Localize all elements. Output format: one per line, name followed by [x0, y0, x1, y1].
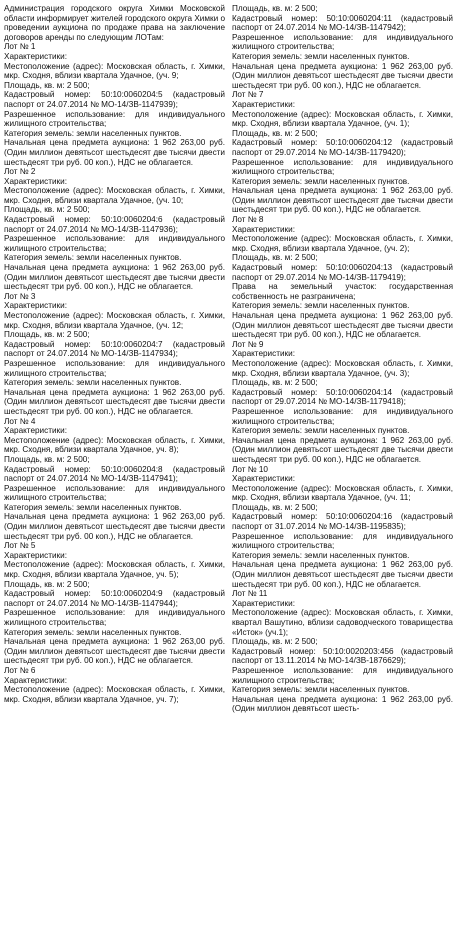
- location: Местоположение (адрес): Московская область, г. Химки, мкр. Сходня, вблизи квартала Удачное, (уч. 10;: [4, 186, 225, 205]
- starting-price: Начальная цена предмета аукциона: 1 962 263,00 руб. (Один миллион девятьсот шестьдесят две тысячи двести шестьдесят три руб. 00 коп.), НДС не облагается.: [232, 560, 453, 589]
- location: Местоположение (адрес): Московская область, г. Химки, мкр. Сходня, вблизи квартала Удачное, (уч. 3);: [232, 358, 453, 378]
- starting-price: Начальная цена предмета аукциона: 1 962 263,00 руб. (Один миллион девятьсот шестьдесят две тысячи двести шестьдесят три руб. 00 коп.), НДС не облагается.: [4, 637, 225, 666]
- lot-heading: Лот № 6: [4, 665, 36, 675]
- starting-price: Начальная цена предмета аукциона: 1 962 263,00 руб. (Один миллион девятьсот шесть-: [232, 694, 453, 714]
- starting-price: Начальная цена предмета аукциона: 1 962 263,00 руб. (Один миллион девятьсот шестьдесят две тысячи двести шестьдесят три руб. 00 коп.), НДС не облагается.: [232, 435, 453, 464]
- starting-price: Начальная цена предмета аукциона: 1 962 263,00 руб. (Один миллион девятьсот шестьдесят две тысячи двести шестьдесят три руб. 00 коп.), НДС не облагается.: [4, 138, 225, 167]
- land-category: Категория земель: земли населенных пунктов.: [232, 51, 410, 61]
- permitted-use: Разрешенное использование: для индивидуального жилищного строительства;: [4, 608, 225, 627]
- permitted-use: Разрешенное использование: для индивидуального жилищного строительства;: [232, 665, 453, 685]
- area: Площадь, кв. м: 2 500;: [232, 4, 318, 13]
- characteristics-label: Характеристики:: [4, 51, 67, 61]
- area: Площадь, кв. м: 2 500;: [232, 253, 318, 263]
- land-rights: Права на земельный участок: государственная собственность не разграничена;: [232, 282, 453, 301]
- land-category: Категория земель: земли населенных пунктов.: [232, 301, 410, 311]
- land-category: Категория земель: земли населенных пунктов.: [4, 128, 182, 138]
- cadastral-number: Кадастровый номер: 50:10:0060204:8 (кадастровый паспорт от 24.07.2014 № МО-14/ЗВ-1147941);: [4, 464, 225, 484]
- characteristics-label: Характеристики:: [4, 426, 67, 436]
- lot-heading: Лот № 10: [232, 464, 268, 474]
- characteristics-label: Характеристики:: [232, 224, 295, 234]
- land-category: Категория земель: земли населенных пунктов.: [232, 550, 410, 560]
- area: Площадь, кв. м: 2 500;: [4, 205, 90, 215]
- permitted-use: Разрешенное использование: для индивидуального жилищного строительства;: [232, 32, 453, 52]
- area: Площадь, кв. м: 2 500;: [232, 128, 318, 138]
- lot-heading: Лот № 9: [232, 339, 264, 349]
- text-column-left: [4, 4, 225, 927]
- starting-price: Начальная цена предмета аукциона: 1 962 263,00 руб. (Один миллион девятьсот шестьдесят две тысячи двести шестьдесят три руб. 00 коп.), НДС не облагается.: [232, 311, 453, 340]
- permitted-use: Разрешенное использование: для индивидуального жилищного строительства;: [4, 234, 225, 253]
- permitted-use: Разрешенное использование: для индивидуального жилищного строительства;: [4, 109, 225, 129]
- area: Площадь, кв. м: 2 500;: [4, 579, 90, 589]
- permitted-use: Разрешенное использование: для индивидуального жилищного строительства;: [232, 406, 453, 426]
- permitted-use: Разрешенное использование: для индивидуального жилищного строительства;: [232, 157, 453, 177]
- location: Местоположение (адрес): Московская область, г. Химки, квартал Вашутино, вблизи садоводческого товарищества «Исток» (уч.1);: [232, 608, 453, 637]
- characteristics-label: Характеристики:: [4, 176, 67, 186]
- lot-heading: Лот № 4: [4, 416, 36, 426]
- starting-price: Начальная цена предмета аукциона: 1 962 263,00 руб. (Один миллион девятьсот шестьдесят две тысячи двести шестьдесят три руб. 00 коп.), НДС не облагается.: [4, 263, 225, 292]
- cadastral-number: Кадастровый номер: 50:10:0060204:11 (кадастровый паспорт от 24.07.2014 № МО-14/ЗВ-1147942);: [232, 13, 453, 33]
- location: Местоположение (адрес): Московская область, г. Химки, мкр. Сходня, вблизи квартала Удачное, (уч. 11;: [232, 483, 453, 503]
- cadastral-number: Кадастровый номер: 50:10:0060204:5 (кадастровый паспорт от 24.07.2014 № МО-14/ЗВ-1147939);: [4, 90, 225, 109]
- starting-price: Начальная цена предмета аукциона: 1 962 263,00 руб. (Один миллион девятьсот шестьдесят две тысячи двести шестьдесят три руб. 00 коп.), НДС не облагается.: [232, 186, 453, 215]
- cadastral-number: Кадастровый номер: 50:10:0060204:9 (кадастровый паспорт от 24.07.2014 № МО-14/ЗВ-1147944);: [4, 589, 225, 608]
- intro-paragraph: Администрация городского округа Химки Московской области информирует жителей городского округа Химки о проведении аукциона по продаже права на заключение договоров аренды по следующим ЛОТам:: [4, 4, 225, 42]
- cadastral-number: Кадастровый номер: 50:10:0020203:456 (кадастровый паспорт от 13.11.2014 № МО-14/ЗВ-1876629);: [232, 646, 453, 666]
- location: Местоположение (адрес): Московская область, г. Химки, мкр. Сходня, вблизи квартала Удачное, (уч. 1);: [232, 109, 453, 129]
- area: Площадь, кв. м: 2 500;: [232, 637, 318, 647]
- land-category: Категория земель: земли населенных пунктов.: [4, 378, 182, 388]
- location: Местоположение (адрес): Московская область, г. Химки, мкр. Сходня, вблизи квартала Удачное, (уч. 2);: [232, 234, 453, 253]
- starting-price: Начальная цена предмета аукциона: 1 962 263,00 руб. (Один миллион девятьсот шестьдесят две тысячи двести шестьдесят три руб. 00 коп.), НДС не облагается.: [4, 512, 225, 541]
- area: Площадь, кв. м: 2 500;: [4, 80, 90, 90]
- land-category: Категория земель: земли населенных пунктов.: [4, 502, 182, 512]
- cadastral-number: Кадастровый номер: 50:10:0060204:12 (кадастровый паспорт от 29.07.2014 № МО-14/ЗВ-1179420);: [232, 138, 453, 157]
- lot-heading: Лот № 5: [4, 541, 36, 551]
- land-category: Категория земель: земли населенных пунктов.: [4, 253, 182, 263]
- characteristics-label: Характеристики:: [232, 349, 295, 359]
- location: Местоположение (адрес): Московская область, г. Химки, мкр. Сходня, вблизи квартала Удачное, уч. 5);: [4, 560, 225, 580]
- characteristics-label: Характеристики:: [232, 99, 295, 109]
- land-category: Категория земель: земли населенных пунктов.: [232, 426, 410, 436]
- lot-heading: Лот № 2: [4, 167, 36, 177]
- characteristics-label: Характеристики:: [4, 550, 67, 560]
- cadastral-number: Кадастровый номер: 50:10:0060204:7 (кадастровый паспорт от 24.07.2014 № МО-14/ЗВ-1147934);: [4, 339, 225, 359]
- starting-price: Начальная цена предмета аукциона: 1 962 263,00 руб. (Один миллион девятьсот шестьдесят две тысячи двести шестьдесят три руб. 00 коп.), НДС не облагается.: [232, 61, 453, 90]
- cadastral-number: Кадастровый номер: 50:10:0060204:16 (кадастровый паспорт от 31.07.2014 № МО-14/ЗВ-1195835);: [232, 512, 453, 532]
- location: Местоположение (адрес): Московская область, г. Химки, мкр. Сходня, вблизи квартала Удачное, (уч. 9;: [4, 61, 225, 81]
- lot-heading: Лот № 11: [232, 589, 268, 599]
- starting-price: Начальная цена предмета аукциона: 1 962 263,00 руб. (Один миллион девятьсот шестьдесят две тысячи двести шестьдесят три руб. 00 коп.), НДС не облагается.: [4, 387, 225, 416]
- land-category: Категория земель: земли населенных пунктов.: [4, 627, 182, 637]
- area: Площадь, кв. м: 2 500;: [4, 330, 90, 340]
- lot-heading: Лот № 3: [4, 291, 36, 301]
- cadastral-number: Кадастровый номер: 50:10:0060204:6 (кадастровый паспорт от 24.07.2014 № МО-14/ЗВ-1147936);: [4, 215, 225, 234]
- land-category: Категория земель: земли населенных пунктов.: [232, 685, 410, 695]
- characteristics-label: Характеристики:: [232, 598, 295, 608]
- permitted-use: Разрешенное использование: для индивидуального жилищного строительства;: [232, 531, 453, 551]
- location: Местоположение (адрес): Московская область, г. Химки, мкр. Сходня, вблизи квартала Удачное, уч. 8);: [4, 435, 225, 455]
- area: Площадь, кв. м: 2 500;: [232, 378, 318, 388]
- land-category: Категория земель: земли населенных пунктов.: [232, 176, 410, 186]
- permitted-use: Разрешенное использование: для индивидуального жилищного строительства;: [4, 358, 225, 378]
- area: Площадь, кв. м: 2 500;: [232, 502, 318, 512]
- permitted-use: Разрешенное использование: для индивидуального жилищного строительства;: [4, 483, 225, 503]
- lot-heading: Лот № 7: [232, 90, 264, 100]
- characteristics-label: Характеристики:: [4, 301, 67, 311]
- location: Местоположение (адрес): Московская область, г. Химки, мкр. Сходня, вблизи квартала Удачное, уч. 7);: [4, 685, 225, 704]
- cadastral-number: Кадастровый номер: 50:10:0060204:13 (кадастровый паспорт от 29.07.2014 № МО-14/ЗВ-1179419);: [232, 263, 453, 282]
- text-column-right: [232, 4, 453, 927]
- lot-heading: Лот № 1: [4, 42, 36, 52]
- cadastral-number: Кадастровый номер: 50:10:0060204:14 (кадастровый паспорт от 29.07.2014 № МО-14/ЗВ-1179418);: [232, 387, 453, 407]
- characteristics-label: Характеристики:: [4, 675, 67, 685]
- characteristics-label: Характеристики:: [232, 474, 295, 484]
- location: Местоположение (адрес): Московская область, г. Химки, мкр. Сходня, вблизи квартала Удачное, (уч. 12;: [4, 311, 225, 330]
- area: Площадь, кв. м: 2 500;: [4, 454, 90, 464]
- lot-heading: Лот № 8: [232, 215, 264, 225]
